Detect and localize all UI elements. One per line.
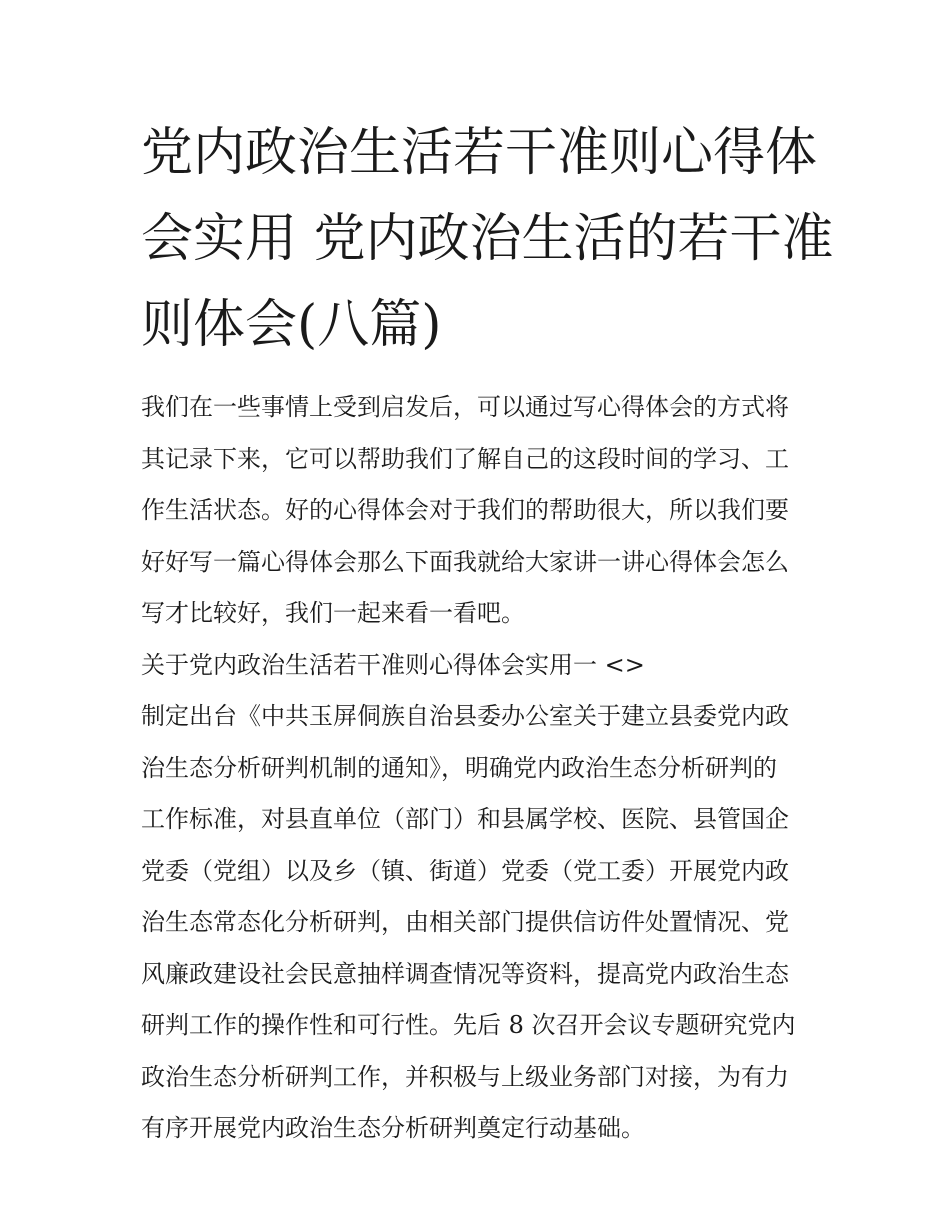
text-line: 写才比较好，我们一起来看一看吧。 — [141, 599, 525, 627]
title-line: 党内政治生活若干准则心得体 — [141, 123, 818, 183]
text-line: 党委（党组）以及乡（镇、街道）党委（党工委）开展党内政 — [141, 856, 789, 885]
text-line: 研判工作的操作性和可行性。先后 8 次召开会议专题研究党内 — [141, 1011, 796, 1039]
text-line: 有序开展党内政治生态分析研判奠定行动基础。 — [141, 1114, 645, 1142]
text-line: 其记录下来，它可以帮助我们了解自己的这段时间的学习、工 — [141, 444, 789, 473]
title-line: 会实用 党内政治生活的若干准 — [141, 209, 834, 269]
text-line: 治生态常态化分析研判，由相关部门提供信访件处置情况、党 — [141, 908, 789, 936]
text-line: 治生态分析研判机制的通知》，明确党内政治生态分析研判的 — [141, 753, 777, 782]
body-paragraph — [141, 691, 813, 1155]
section-heading-text: 关于党内政治生活若干准则心得体会实用一 <> — [141, 650, 645, 679]
intro-paragraph — [141, 382, 813, 640]
document-title — [141, 110, 834, 368]
text-line: 风廉政建设社会民意抽样调查情况等资料，提高党内政治生态 — [141, 959, 789, 988]
text-line: 政治生态分析研判工作，并积极与上级业务部门对接，为有力 — [141, 1062, 789, 1091]
title-line: 则体会(八篇) — [141, 295, 442, 355]
text-line: 制定出台《中共玉屏侗族自治县委办公室关于建立县委党内政 — [141, 702, 789, 730]
text-line: 工作标准，对县直单位（部门）和县属学校、医院、县管国企 — [141, 805, 789, 833]
text-line: 作生活状态。好的心得体会对于我们的帮助很大，所以我们要 — [141, 496, 789, 524]
text-line: 好好写一篇心得体会那么下面我就给大家讲一讲心得体会怎么 — [141, 547, 789, 576]
text-line: 我们在一些事情上受到启发后，可以通过写心得体会的方式将 — [141, 393, 789, 421]
document-page — [141, 110, 834, 1155]
section-heading — [141, 640, 813, 692]
